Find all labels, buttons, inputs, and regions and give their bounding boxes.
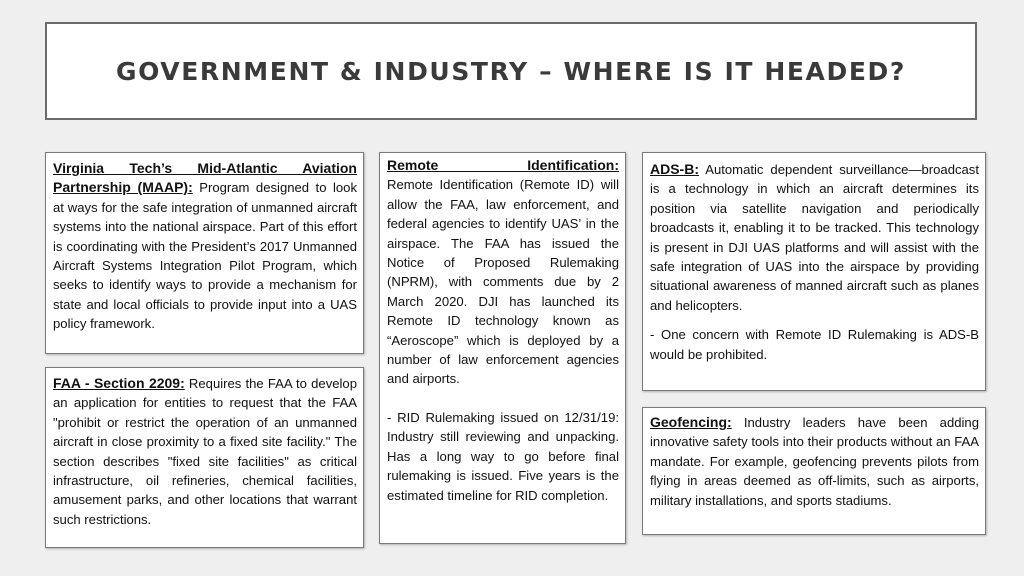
rid-body: Remote Identification (Remote ID) will allow the FAA, law enforcement, and federal agencies to identify UAS’ in the airspace. The FAA has issued the Notice of Proposed Rulemaking (NPRM), with comments due by 2 March 2020. DJI has launched its Remote ID technology known as “Aeroscope” which is deployed by a number of law enforcement agencies and airports. xyxy=(387,177,619,387)
adsb-body: Automatic dependent surveillance—broadcast is a technology in which an aircraft determines its position via satellite navigation and periodically broadcasts it, enabling it to be tracked. This technology is present in DJI UAS platforms and will assist with the safe integration of UAS into the airspace by providing situational awareness of manned aircraft such as planes and helicopters. xyxy=(650,162,979,313)
faa-section-2209-textbox xyxy=(45,367,364,548)
geofencing-textbox xyxy=(642,407,986,535)
maap-textbox xyxy=(45,152,364,354)
rid-heading: Remote Identification: xyxy=(387,157,619,173)
faa-body: Requires the FAA to develop an application for entities to request that the FAA "prohibit or restrict the operation of an unmanned aircraft in close proximity to a fixed site facility." The section describes "fixed site facilities" as critical infrastructure, oil refineries, chemical facilities, amusement parks, and other locations that warrant such restrictions. xyxy=(53,376,357,527)
title-box xyxy=(45,22,977,120)
maap-body: Program designed to look at ways for the safe integration of unmanned aircraft systems into the national airspace. Part of this effort is coordinating with the President’s 2017 Unmanned Aircraft Systems Integration Pilot Program, which seeks to identify ways to provide a mechanism for state and local officials to provide input into a UAS policy framework. xyxy=(53,180,357,332)
geofencing-body: Industry leaders have been adding innovative safety tools into their products without an FAA mandate. For example, geofencing prevents pilots from flying in areas deemed as off-limits, such as airports, military installations, and sports stadiums. xyxy=(650,415,979,508)
ads-b-textbox xyxy=(642,152,986,391)
maap-heading: Virginia Tech’s Mid-Atlantic Aviation Partnership (MAAP): xyxy=(53,160,357,196)
geo-paragraph xyxy=(650,413,979,510)
slide-title: GOVERNMENT & INDUSTRY – WHERE IS IT HEADED? xyxy=(116,56,906,86)
geofencing-heading: Geofencing: xyxy=(650,414,732,430)
adsb-heading: ADS-B: xyxy=(650,161,699,177)
rid-paragraph xyxy=(387,156,619,389)
maap-paragraph xyxy=(53,159,357,334)
faa-heading: FAA - Section 2209: xyxy=(53,375,185,391)
remote-id-textbox xyxy=(379,152,626,544)
adsb-paragraph xyxy=(650,160,979,315)
adsb-note: - One concern with Remote ID Rulemaking is ADS-B would be prohibited. xyxy=(650,327,979,362)
rid-note: - RID Rulemaking issued on 12/31/19: Industry still reviewing and unpacking. Has a long way to go before final rulemaking is issued. Five years is the estimated timeline for RID completion. xyxy=(387,409,619,503)
faa-paragraph xyxy=(53,374,357,529)
